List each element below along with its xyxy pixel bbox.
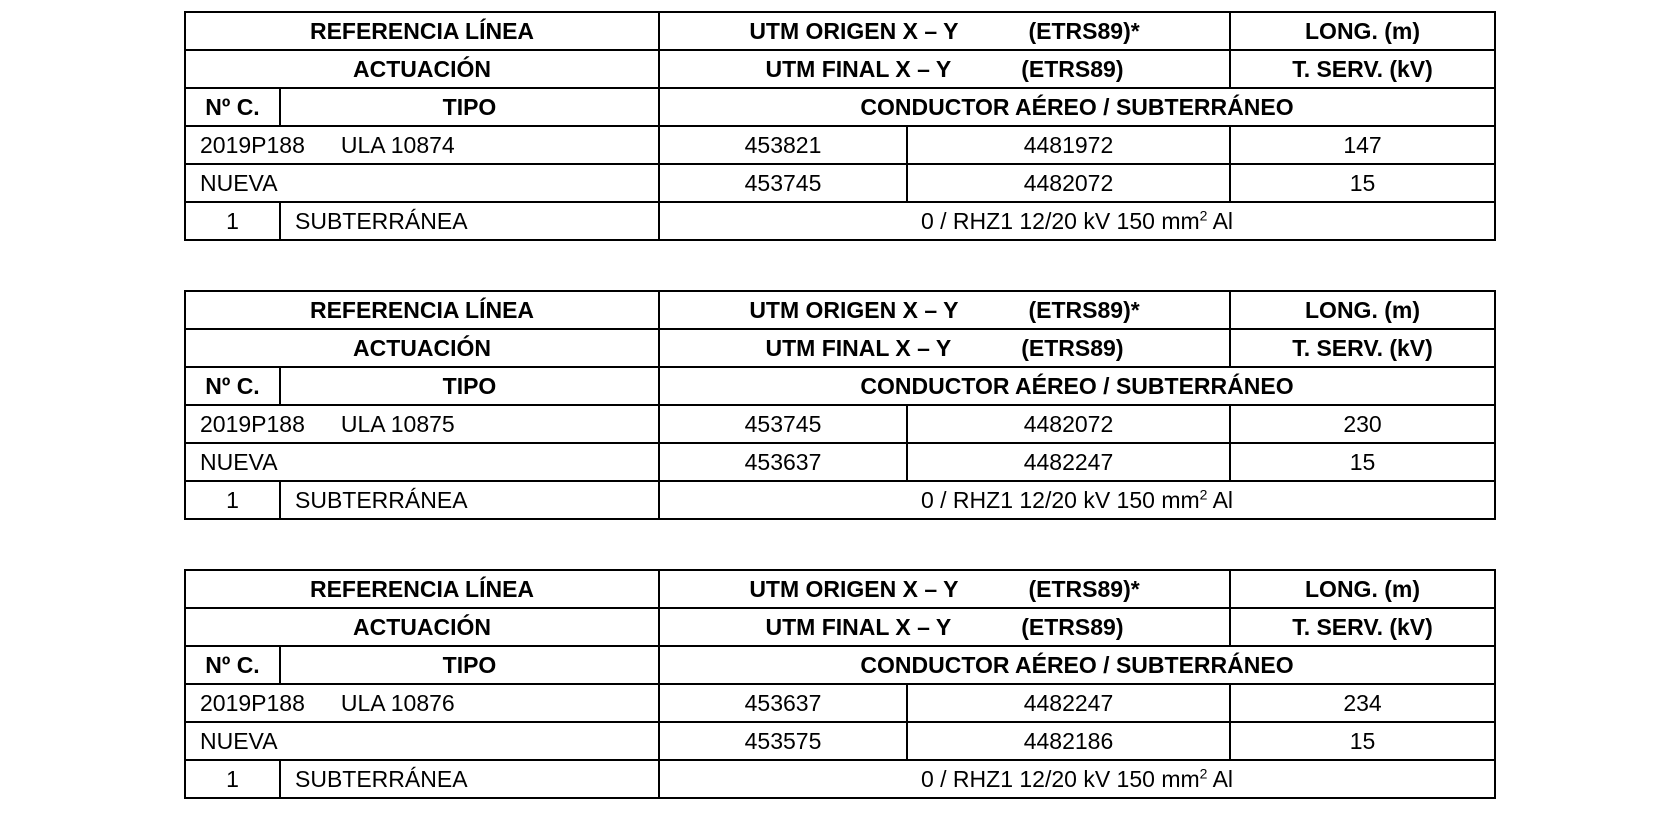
header-nc: Nº C. bbox=[185, 367, 280, 405]
conductor-text: 0 / RHZ1 12/20 kV 150 mm bbox=[920, 765, 1200, 792]
header-tipo: TIPO bbox=[280, 646, 659, 684]
tipo-value: SUBTERRÁNEA bbox=[280, 202, 659, 240]
ula-code: ULA 10875 bbox=[340, 410, 455, 437]
tserv-value: 15 bbox=[1230, 164, 1495, 202]
origen-x: 453745 bbox=[659, 405, 907, 443]
final-x: 453637 bbox=[659, 443, 907, 481]
table-row bbox=[185, 684, 1495, 722]
ref-cell bbox=[185, 126, 659, 164]
etrs-final-label: (ETRS89) bbox=[1021, 613, 1124, 640]
header-utm-final bbox=[659, 329, 1230, 367]
header-actuacion: ACTUACIÓN bbox=[185, 329, 659, 367]
utm-origen-label: UTM ORIGEN X – Y bbox=[749, 296, 959, 323]
header-nc: Nº C. bbox=[185, 88, 280, 126]
table-row bbox=[185, 405, 1495, 443]
final-x: 453745 bbox=[659, 164, 907, 202]
header-conductor: CONDUCTOR AÉREO / SUBTERRÁNEO bbox=[659, 367, 1495, 405]
header-tserv: T. SERV. (kV) bbox=[1230, 608, 1495, 646]
conductor-tail: Al bbox=[1207, 207, 1234, 234]
origen-x: 453821 bbox=[659, 126, 907, 164]
table-row bbox=[185, 722, 1495, 760]
final-y: 4482247 bbox=[907, 443, 1230, 481]
project-code: 2019P188 bbox=[200, 131, 305, 158]
tserv-value: 15 bbox=[1230, 722, 1495, 760]
project-code: 2019P188 bbox=[200, 689, 305, 716]
header-utm-origen bbox=[659, 12, 1230, 50]
header-conductor: CONDUCTOR AÉREO / SUBTERRÁNEO bbox=[659, 88, 1495, 126]
conductor-tail: Al bbox=[1207, 765, 1234, 792]
table-row bbox=[185, 164, 1495, 202]
line-table-3 bbox=[184, 569, 1496, 799]
header-conductor: CONDUCTOR AÉREO / SUBTERRÁNEO bbox=[659, 646, 1495, 684]
nc-value: 1 bbox=[185, 760, 280, 798]
project-code: 2019P188 bbox=[200, 410, 305, 437]
header-tserv: T. SERV. (kV) bbox=[1230, 329, 1495, 367]
header-utm-final bbox=[659, 50, 1230, 88]
header-ref-linea: REFERENCIA LÍNEA bbox=[185, 570, 659, 608]
conductor-value bbox=[659, 481, 1495, 519]
header-tipo: TIPO bbox=[280, 88, 659, 126]
utm-final-label: UTM FINAL X – Y bbox=[765, 334, 952, 361]
header-ref-linea: REFERENCIA LÍNEA bbox=[185, 291, 659, 329]
long-value: 234 bbox=[1230, 684, 1495, 722]
etrs-final-label: (ETRS89) bbox=[1021, 55, 1124, 82]
final-y: 4482072 bbox=[907, 164, 1230, 202]
table-row bbox=[185, 760, 1495, 798]
actuacion-value: NUEVA bbox=[185, 443, 659, 481]
header-long: LONG. (m) bbox=[1230, 291, 1495, 329]
etrs-origen-label: (ETRS89)* bbox=[1028, 575, 1140, 602]
header-long: LONG. (m) bbox=[1230, 12, 1495, 50]
origen-x: 453637 bbox=[659, 684, 907, 722]
conductor-value bbox=[659, 760, 1495, 798]
header-tipo: TIPO bbox=[280, 367, 659, 405]
actuacion-value: NUEVA bbox=[185, 722, 659, 760]
header-utm-origen bbox=[659, 291, 1230, 329]
etrs-final-label: (ETRS89) bbox=[1021, 334, 1124, 361]
etrs-origen-label: (ETRS89)* bbox=[1028, 17, 1140, 44]
line-table-1 bbox=[184, 11, 1496, 241]
final-y: 4482186 bbox=[907, 722, 1230, 760]
header-actuacion: ACTUACIÓN bbox=[185, 50, 659, 88]
ula-code: ULA 10876 bbox=[340, 689, 455, 716]
origen-y: 4481972 bbox=[907, 126, 1230, 164]
origen-y: 4482247 bbox=[907, 684, 1230, 722]
header-utm-final bbox=[659, 608, 1230, 646]
conductor-sup: 2 bbox=[1199, 485, 1208, 502]
long-value: 147 bbox=[1230, 126, 1495, 164]
tipo-value: SUBTERRÁNEA bbox=[280, 760, 659, 798]
tipo-value: SUBTERRÁNEA bbox=[280, 481, 659, 519]
utm-final-label: UTM FINAL X – Y bbox=[765, 613, 952, 640]
line-table-2 bbox=[184, 290, 1496, 520]
header-ref-linea: REFERENCIA LÍNEA bbox=[185, 12, 659, 50]
final-x: 453575 bbox=[659, 722, 907, 760]
ref-cell bbox=[185, 684, 659, 722]
table-row bbox=[185, 481, 1495, 519]
long-value: 230 bbox=[1230, 405, 1495, 443]
ula-code: ULA 10874 bbox=[340, 131, 455, 158]
conductor-text: 0 / RHZ1 12/20 kV 150 mm bbox=[920, 486, 1200, 513]
actuacion-value: NUEVA bbox=[185, 164, 659, 202]
nc-value: 1 bbox=[185, 481, 280, 519]
origen-y: 4482072 bbox=[907, 405, 1230, 443]
conductor-sup: 2 bbox=[1199, 206, 1208, 223]
conductor-sup: 2 bbox=[1199, 764, 1208, 781]
table-row bbox=[185, 126, 1495, 164]
header-actuacion: ACTUACIÓN bbox=[185, 608, 659, 646]
header-tserv: T. SERV. (kV) bbox=[1230, 50, 1495, 88]
nc-value: 1 bbox=[185, 202, 280, 240]
header-utm-origen bbox=[659, 570, 1230, 608]
ref-cell bbox=[185, 405, 659, 443]
utm-final-label: UTM FINAL X – Y bbox=[765, 55, 952, 82]
utm-origen-label: UTM ORIGEN X – Y bbox=[749, 575, 959, 602]
header-nc: Nº C. bbox=[185, 646, 280, 684]
utm-origen-label: UTM ORIGEN X – Y bbox=[749, 17, 959, 44]
table-row bbox=[185, 443, 1495, 481]
conductor-value bbox=[659, 202, 1495, 240]
tserv-value: 15 bbox=[1230, 443, 1495, 481]
header-long: LONG. (m) bbox=[1230, 570, 1495, 608]
etrs-origen-label: (ETRS89)* bbox=[1028, 296, 1140, 323]
conductor-tail: Al bbox=[1207, 486, 1234, 513]
conductor-text: 0 / RHZ1 12/20 kV 150 mm bbox=[920, 207, 1200, 234]
table-row bbox=[185, 202, 1495, 240]
